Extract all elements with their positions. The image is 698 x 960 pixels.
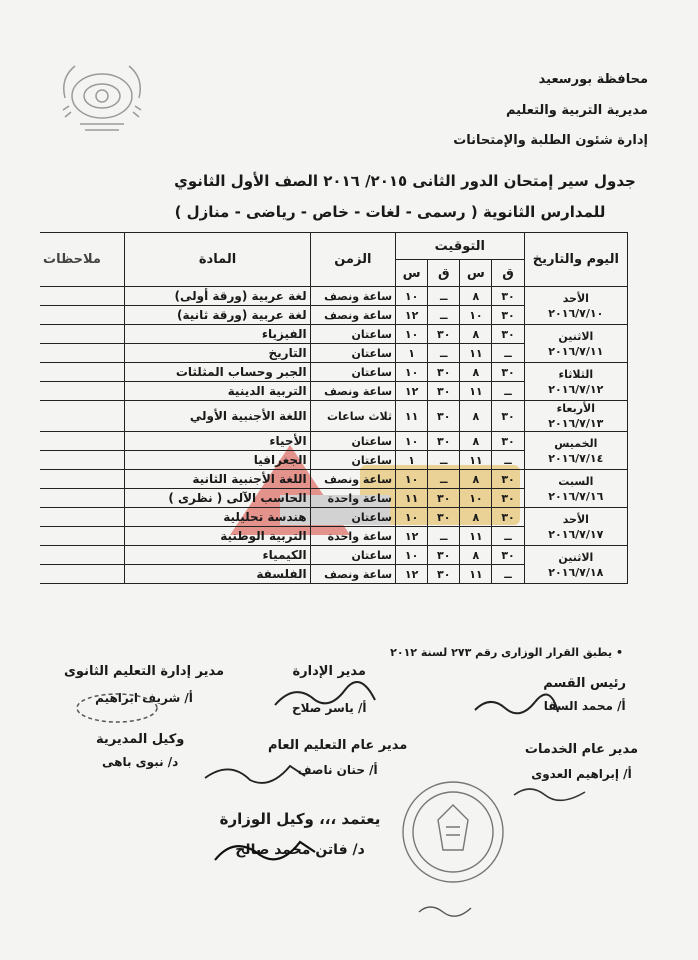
handwritten-signature-icon (210, 830, 320, 870)
duration-cell: ساعة ونصف (310, 382, 395, 401)
header-timing: التوقيت (396, 233, 525, 260)
duration-cell: ساعتان (310, 546, 395, 565)
signature-title: مدير عام الخدمات (524, 742, 638, 757)
exam-schedule-table (40, 232, 628, 584)
start-minute-cell: ــ (492, 527, 524, 546)
handwritten-signature-icon (470, 690, 560, 720)
end-minute-cell: ــ (428, 344, 460, 363)
signature-name: أ/ حنان ناصف (297, 763, 378, 777)
start-minute-cell: ٣٠ (492, 306, 524, 325)
notes-cell (40, 306, 125, 325)
header-duration: الزمن (310, 233, 395, 287)
approval-title: يعتمد ،،، وكيل الوزارة (219, 810, 381, 828)
subject-cell: هندسة تحليلية (125, 508, 310, 527)
start-minute-cell: ٣٠ (492, 325, 524, 344)
table-row (40, 546, 628, 565)
duration-cell: ساعتان (310, 508, 395, 527)
department-line: إدارة شئون الطلبة والإمتحانات (453, 133, 648, 148)
start-minute-cell: ٣٠ (492, 287, 524, 306)
day-name: الثلاثاء (558, 367, 594, 381)
signature-name: أ/ ياسر صلاح (292, 701, 367, 715)
start-hour-cell: ٨ (460, 325, 492, 344)
end-minute-cell: ٣٠ (428, 565, 460, 584)
notes-cell (40, 287, 125, 306)
signature-title: مدير إدارة التعليم الثانوى (64, 664, 225, 679)
subject-cell: لغة عربية (ورقة ثانية) (125, 306, 310, 325)
official-stamp-icon (398, 775, 508, 890)
subject-cell: الجبر وحساب المثلثات (125, 363, 310, 382)
duration-cell: ساعة ونصف (310, 470, 395, 489)
subject-cell: الكيمياء (125, 546, 310, 565)
table-row (40, 432, 628, 451)
day-date-cell (524, 470, 627, 508)
directorate-line: مديرية التربية والتعليم (505, 103, 648, 118)
notes-cell (40, 565, 125, 584)
day-name: الخميس (554, 436, 598, 450)
exam-date: ٢٠١٦/٧/١٦ (548, 489, 604, 503)
notes-cell (40, 382, 125, 401)
subject-cell: التربية الدينية (125, 382, 310, 401)
signature-title: مدير عام التعليم العام (268, 738, 408, 753)
end-minute-cell: ٣٠ (428, 508, 460, 527)
subject-cell: اللغة الأجنبية الثانية (125, 470, 310, 489)
table-row (40, 508, 628, 527)
notes-cell (40, 432, 125, 451)
handwritten-signature-icon (200, 758, 310, 793)
subject-cell: الجغرافيا (125, 451, 310, 470)
signature-services-director (525, 742, 638, 781)
start-minute-cell: ٣٠ (492, 363, 524, 382)
signature-title: وكيل المديرية (96, 732, 185, 747)
notes-cell (40, 527, 125, 546)
end-hour-cell: ١٢ (396, 306, 428, 325)
start-minute-cell: ٣٠ (492, 508, 524, 527)
notes-cell (40, 451, 125, 470)
start-hour-cell: ٨ (460, 363, 492, 382)
table-row (40, 287, 628, 306)
day-name: السبت (558, 474, 594, 488)
duration-cell: ساعتان (310, 363, 395, 382)
day-name: الأحد (562, 291, 589, 305)
day-name: الاثنين (558, 550, 594, 564)
start-minute-cell: ٣٠ (492, 432, 524, 451)
table-row (40, 325, 628, 344)
duration-cell: ساعتان (310, 325, 395, 344)
end-minute-cell: ٣٠ (428, 363, 460, 382)
duration-cell: ساعة ونصف (310, 306, 395, 325)
end-minute-cell: ــ (428, 527, 460, 546)
subject-cell: الفيزياء (125, 325, 310, 344)
end-minute-cell: ٣٠ (428, 546, 460, 565)
subject-cell: الفلسفة (125, 565, 310, 584)
notes-cell (40, 546, 125, 565)
notes-cell (40, 363, 125, 382)
end-hour-cell: ١٠ (396, 432, 428, 451)
ministry-logo-icon (55, 58, 150, 138)
start-minute-cell: ٣٠ (492, 470, 524, 489)
start-minute-cell: ٣٠ (492, 401, 524, 432)
signature-name: أ/ إبراهيم العدوى (531, 767, 632, 781)
end-minute-cell: ــ (428, 470, 460, 489)
notes-cell (40, 344, 125, 363)
exam-date: ٢٠١٦/٧/١٧ (548, 527, 604, 541)
end-hour-cell: ١٠ (396, 470, 428, 489)
table-row (40, 401, 628, 432)
subject-cell: التاريخ (125, 344, 310, 363)
note-text: يطبق القرار الوزارى رقم ٢٧٣ لسنة ٢٠١٢ (390, 646, 613, 659)
end-hour-cell: ١ (396, 344, 428, 363)
end-hour-cell: ١٠ (396, 546, 428, 565)
exam-date: ٢٠١٦/٧/١٠ (548, 306, 604, 320)
header-start-min: ق (492, 260, 524, 287)
handwritten-signature-icon (72, 688, 162, 728)
start-minute-cell: ٣٠ (492, 546, 524, 565)
start-hour-cell: ١٠ (460, 306, 492, 325)
start-minute-cell: ــ (492, 565, 524, 584)
signature-title: رئيس القسم (543, 676, 626, 691)
handwritten-signature-icon (270, 680, 380, 715)
exam-date: ٢٠١٦/٧/١٨ (548, 565, 604, 579)
start-hour-cell: ٨ (460, 546, 492, 565)
day-date-cell (524, 508, 627, 546)
subject-cell: الحاسب الآلى ( نظرى ) (125, 489, 310, 508)
duration-cell: ساعة ونصف (310, 565, 395, 584)
day-name: الأحد (562, 512, 589, 526)
end-minute-cell: ٣٠ (428, 325, 460, 344)
duration-cell: ثلاث ساعات (310, 401, 395, 432)
exam-date: ٢٠١٦/٧/١٤ (548, 451, 604, 465)
header-end-min: ق (428, 260, 460, 287)
day-date-cell (524, 287, 627, 325)
signature-name: أ/ شريف ابراهيم (95, 691, 193, 705)
end-hour-cell: ١٢ (396, 565, 428, 584)
end-hour-cell: ١٢ (396, 527, 428, 546)
start-hour-cell: ١١ (460, 344, 492, 363)
end-minute-cell: ٣٠ (428, 401, 460, 432)
start-hour-cell: ١١ (460, 527, 492, 546)
approval-name: د/ فاتن محمد صالح (235, 842, 365, 858)
start-hour-cell: ٨ (460, 432, 492, 451)
handwritten-signature-icon (415, 898, 475, 920)
day-date-cell (524, 325, 627, 363)
document-title: جدول سير إمتحان الدور الثانى ٢٠١٥/ ٢٠١٦ الصف الأول الثانوي (174, 172, 636, 190)
notes-cell (40, 325, 125, 344)
notes-cell (40, 489, 125, 508)
header-notes: ملاحظات (40, 233, 125, 287)
day-name: الاثنين (558, 329, 594, 343)
exam-date: ٢٠١٦/٧/١١ (548, 344, 604, 358)
signature-deputy-directorate (96, 732, 184, 769)
start-hour-cell: ٨ (460, 508, 492, 527)
end-hour-cell: ١٠ (396, 508, 428, 527)
duration-cell: ساعتان (310, 432, 395, 451)
header-subject: المادة (125, 233, 310, 287)
start-hour-cell: ١١ (460, 565, 492, 584)
end-minute-cell: ٣٠ (428, 382, 460, 401)
duration-cell: ساعتان (310, 451, 395, 470)
day-date-cell (524, 401, 627, 432)
end-minute-cell: ــ (428, 287, 460, 306)
exam-date: ٢٠١٦/٧/١٢ (548, 382, 604, 396)
header-day: اليوم والتاريخ (524, 233, 627, 287)
start-minute-cell: ــ (492, 382, 524, 401)
duration-cell: ساعة واحدة (310, 527, 395, 546)
header-start-hour: س (460, 260, 492, 287)
table-row (40, 363, 628, 382)
end-minute-cell: ٣٠ (428, 489, 460, 508)
header-end-hour: س (396, 260, 428, 287)
day-date-cell (524, 432, 627, 470)
ministerial-decree-note: • يطبق القرار الوزارى رقم ٢٧٣ لسنة ٢٠١٢ (390, 646, 623, 659)
day-date-cell (524, 363, 627, 401)
end-minute-cell: ٣٠ (428, 432, 460, 451)
table-row (40, 470, 628, 489)
subject-cell: التربية الوطنية (125, 527, 310, 546)
signature-name: د/ نبوى باهى (102, 755, 179, 769)
subject-cell: لغة عربية (ورقة أولى) (125, 287, 310, 306)
notes-cell (40, 470, 125, 489)
end-hour-cell: ١ (396, 451, 428, 470)
duration-cell: ساعة واحدة (310, 489, 395, 508)
end-hour-cell: ١٠ (396, 325, 428, 344)
start-hour-cell: ١١ (460, 451, 492, 470)
day-date-cell (524, 546, 627, 584)
exam-date: ٢٠١٦/٧/١٣ (548, 417, 604, 430)
document-subtitle: للمدارس الثانوية ( رسمى - لغات - خاص - رياضى - منازل ) (174, 203, 606, 221)
handwritten-signature-icon (510, 780, 590, 805)
subject-cell: الأحياء (125, 432, 310, 451)
signature-title: مدير الإدارة (292, 664, 366, 679)
start-hour-cell: ٨ (460, 470, 492, 489)
signature-name: أ/ محمد السقا (543, 699, 626, 713)
end-hour-cell: ١٢ (396, 382, 428, 401)
start-minute-cell: ــ (492, 451, 524, 470)
end-hour-cell: ١٠ (396, 287, 428, 306)
start-hour-cell: ٨ (460, 287, 492, 306)
notes-cell (40, 401, 125, 432)
day-name: الأربعاء (556, 402, 596, 415)
end-minute-cell: ــ (428, 306, 460, 325)
subject-cell: اللغة الأجنبية الأولي (125, 401, 310, 432)
end-hour-cell: ١١ (396, 489, 428, 508)
start-hour-cell: ١٠ (460, 489, 492, 508)
start-hour-cell: ١١ (460, 382, 492, 401)
start-hour-cell: ٨ (460, 401, 492, 432)
duration-cell: ساعة ونصف (310, 287, 395, 306)
duration-cell: ساعتان (310, 344, 395, 363)
start-minute-cell: ــ (492, 344, 524, 363)
end-hour-cell: ١١ (396, 401, 428, 432)
notes-cell (40, 508, 125, 527)
start-minute-cell: ٣٠ (492, 489, 524, 508)
end-minute-cell: ــ (428, 451, 460, 470)
end-hour-cell: ١٠ (396, 363, 428, 382)
governorate-line: محافظة بورسعيد (538, 72, 648, 87)
